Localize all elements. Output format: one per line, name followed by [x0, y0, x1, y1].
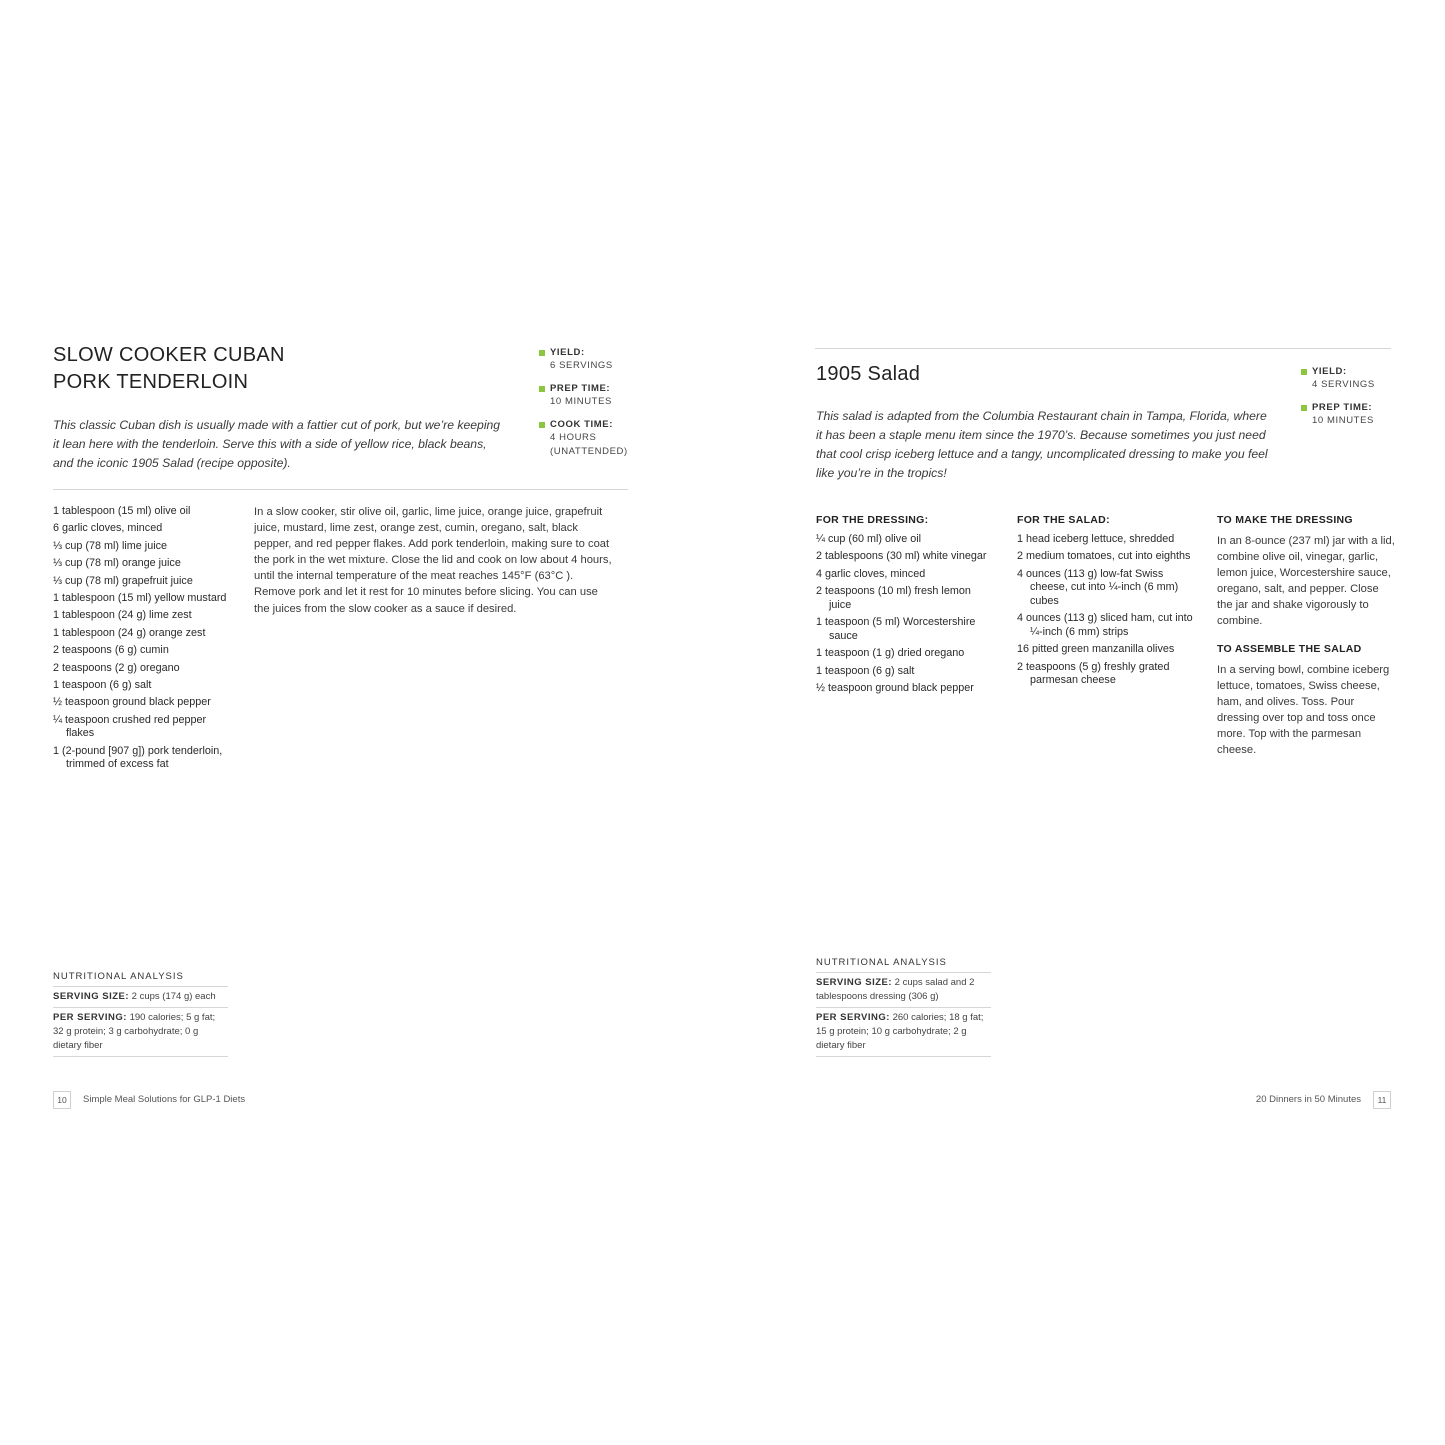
green-square-icon — [1301, 369, 1307, 375]
meta-label: PREP TIME: — [550, 383, 611, 394]
serving-size-label: SERVING SIZE: — [816, 977, 893, 988]
meta-label: YIELD: — [1312, 366, 1347, 377]
section-heading: FOR THE SALAD: — [1017, 514, 1110, 526]
meta-value: 10 MINUTES — [550, 396, 612, 407]
yield-meta — [1301, 365, 1401, 392]
nutritional-analysis — [816, 956, 991, 1057]
ingredient-item: ½ teaspoon ground black pepper — [816, 681, 974, 694]
ingredient-item: ½ teaspoon ground black pepper — [53, 696, 211, 709]
ingredient-list — [53, 505, 231, 776]
per-serving — [53, 1008, 228, 1057]
ingredient-item: ⅓ cup (78 ml) lime juice — [53, 539, 168, 552]
ingredient-item: 2 tablespoons (30 ml) white vinegar — [816, 550, 987, 563]
green-square-icon — [1301, 405, 1307, 411]
left-page — [0, 0, 722, 1445]
ingredient-list — [816, 533, 996, 696]
serving-size-label: SERVING SIZE: — [53, 991, 130, 1002]
ingredient-item: 2 teaspoons (5 g) freshly grated parmesan cheese — [1017, 660, 1170, 687]
prep-time-meta — [539, 382, 639, 409]
green-square-icon — [539, 422, 545, 428]
ingredient-item: 1 tablespoon (15 ml) yellow mustard — [53, 591, 227, 604]
ingredient-item: 16 pitted green manzanilla olives — [1017, 643, 1175, 656]
right-page — [722, 0, 1445, 1445]
green-square-icon — [539, 386, 545, 392]
salad-ingredients — [1017, 513, 1195, 692]
ingredient-item: 4 ounces (113 g) low-fat Swiss cheese, cut into ¼-inch (6 mm) cubes — [1017, 567, 1179, 607]
ingredient-item: 6 garlic cloves, minced — [53, 522, 163, 535]
page-footer — [1256, 1091, 1391, 1109]
meta-value: 6 SERVINGS — [550, 360, 613, 371]
page-number: 11 — [1373, 1091, 1391, 1109]
recipe-title-line: PORK TENDERLOIN — [53, 371, 249, 393]
assemble-salad-text: In a serving bowl, combine iceberg lettuce, tomatoes, Swiss cheese, ham, and olives. Toss. Pour dressing over top and toss once more. Top with the parmesan cheese. — [1217, 663, 1390, 757]
ingredient-item: ⅓ cup (78 ml) orange juice — [53, 557, 181, 570]
nutrition-title: NUTRITIONAL ANALYSIS — [53, 970, 228, 987]
directions-column — [1217, 513, 1397, 758]
ingredient-item: 1 teaspoon (6 g) salt — [816, 664, 915, 677]
ingredient-item: 4 garlic cloves, minced — [816, 567, 926, 580]
ingredient-item: ¼ teaspoon crushed red pepper flakes — [53, 713, 207, 740]
make-dressing-text: In an 8-ounce (237 ml) jar with a lid, combine olive oil, vinegar, garlic, lemon juice, Worcestershire sauce, oregano, salt, and pepper. Close the jar and shake vigorously to combine. — [1217, 535, 1395, 628]
ingredient-item: 1 tablespoon (15 ml) olive oil — [53, 505, 191, 517]
page-footer — [53, 1091, 245, 1109]
meta-label: YIELD: — [550, 347, 585, 358]
running-footer: Simple Meal Solutions for GLP-1 Diets — [83, 1094, 246, 1105]
ingredient-item: 1 (2-pound [907 g]) pork tenderloin, trimmed of excess fat — [53, 744, 223, 771]
running-footer: 20 Dinners in 50 Minutes — [1255, 1094, 1361, 1105]
recipe-title: 1905 Salad — [816, 363, 921, 385]
prep-time-meta — [1301, 401, 1401, 428]
serving-size-value: 2 cups (174 g) each — [131, 991, 216, 1002]
recipe-intro: This classic Cuban dish is usually made with a fattier cut of pork, but we’re keeping it lean here with the tenderloin. Serve this with a side of yellow rice, black beans, and the iconic 1905 Salad (recipe opposite). — [53, 418, 501, 470]
ingredient-item: 2 teaspoons (2 g) oregano — [53, 661, 180, 674]
recipe-meta — [539, 346, 639, 468]
per-serving — [816, 1008, 991, 1057]
per-serving-label: PER SERVING: — [53, 1012, 127, 1023]
green-square-icon — [539, 350, 545, 356]
serving-size — [816, 973, 991, 1008]
divider — [53, 489, 628, 490]
meta-label: PREP TIME: — [1312, 402, 1373, 413]
ingredient-list — [1017, 533, 1195, 688]
serving-size — [53, 987, 228, 1008]
divider — [815, 348, 1391, 349]
meta-value: 10 MINUTES — [1312, 415, 1374, 426]
ingredient-item: 1 head iceberg lettuce, shredded — [1017, 533, 1175, 545]
section-heading: TO MAKE THE DRESSING — [1217, 514, 1353, 526]
meta-value-note: (UNATTENDED) — [550, 446, 628, 457]
ingredient-item: 1 tablespoon (24 g) lime zest — [53, 609, 192, 622]
recipe-meta — [1301, 365, 1401, 437]
ingredient-item: 4 ounces (113 g) sliced ham, cut into ¼-inch (6 mm) strips — [1017, 612, 1193, 638]
ingredient-item: 1 teaspoon (5 ml) Worcestershire sauce — [816, 616, 976, 642]
nutrition-title: NUTRITIONAL ANALYSIS — [816, 956, 991, 973]
per-serving-label: PER SERVING: — [816, 1012, 890, 1023]
dressing-ingredients — [816, 513, 996, 699]
ingredient-item: ⅓ cup (78 ml) grapefruit juice — [53, 574, 193, 587]
recipe-directions: In a slow cooker, stir olive oil, garlic, lime juice, orange juice, grapefruit juice, mustard, lime zest, orange zest, cumin, oregano, salt, black pepper, and red pepper flakes. Add pork tenderloin, making sure to coat the pork in the wet mixture. Close the lid and cook on low about 4 hours, until the internal temperature of the meat reaches 145°F (63°C ). Remove pork and let it rest for 10 minutes before slicing. You can use the juices from the slow cooker as a sauce if desired. — [254, 506, 612, 615]
cook-time-meta — [539, 418, 639, 459]
ingredient-item: 2 teaspoons (10 ml) fresh lemon juice — [816, 585, 971, 611]
serving-size-value: 2 cups salad and 2 tablespoons dressing (306 g) — [816, 977, 975, 1002]
meta-value: 4 HOURS — [550, 432, 597, 443]
per-serving-value: 260 calories; 18 g fat; 15 g protein; 10 g carbohydrate; 2 g dietary fiber — [816, 1012, 984, 1051]
recipe-title-line: SLOW COOKER CUBAN — [53, 344, 285, 366]
per-serving-value: 190 calories; 5 g fat; 32 g protein; 3 g carbohydrate; 0 g dietary fiber — [53, 1012, 216, 1051]
meta-value: 4 SERVINGS — [1312, 379, 1375, 390]
page-number: 10 — [53, 1091, 71, 1109]
recipe-intro: This salad is adapted from the Columbia Restaurant chain in Tampa, Florida, where it has been a staple menu item since the 1970’s. Because sometimes you just need that cool crisp iceberg lettuce and a tangy, uncomplicated dressing to make you feel like you’re in the tropics! — [816, 409, 1268, 480]
ingredient-item: 2 medium tomatoes, cut into eighths — [1017, 550, 1191, 563]
meta-label: COOK TIME: — [550, 419, 613, 430]
section-heading: TO ASSEMBLE THE SALAD — [1217, 642, 1362, 655]
ingredient-item: 1 teaspoon (6 g) salt — [53, 678, 152, 691]
yield-meta — [539, 346, 639, 373]
ingredient-item: ¼ cup (60 ml) olive oil — [816, 533, 922, 545]
ingredient-item: 1 teaspoon (1 g) dried oregano — [816, 647, 965, 660]
nutritional-analysis — [53, 970, 228, 1057]
ingredient-item: 1 tablespoon (24 g) orange zest — [53, 626, 206, 639]
ingredient-item: 2 teaspoons (6 g) cumin — [53, 644, 169, 657]
section-heading: FOR THE DRESSING: — [816, 514, 929, 526]
recipe-title — [53, 342, 523, 396]
